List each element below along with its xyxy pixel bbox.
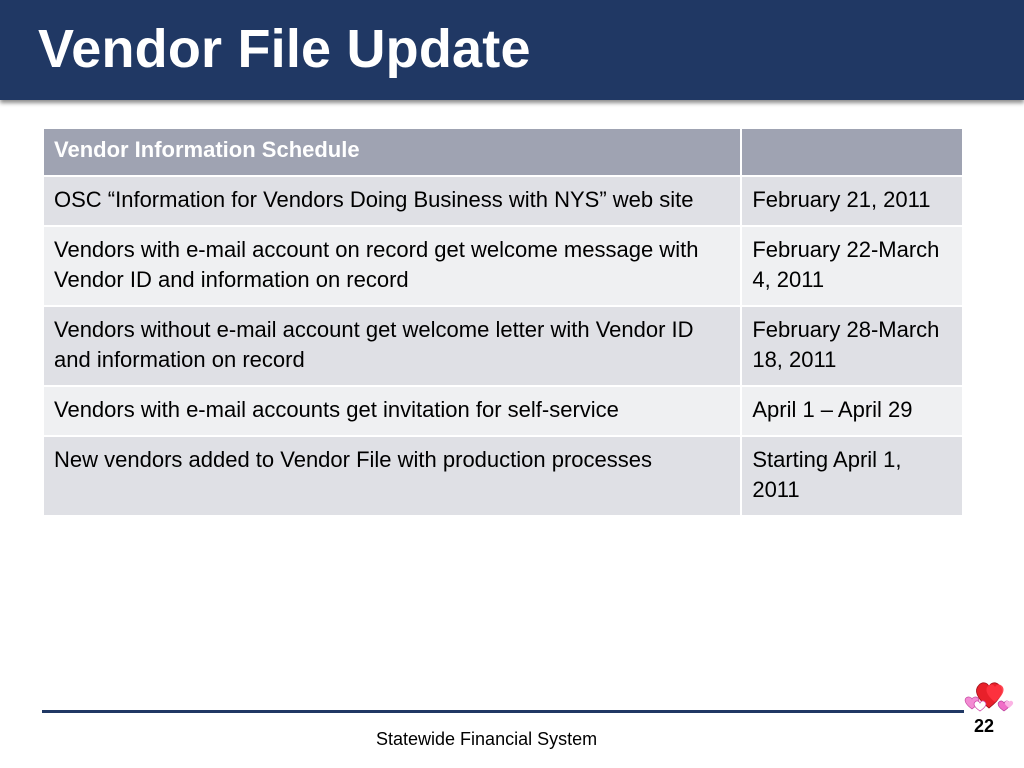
table-cell-description: Vendors with e-mail accounts get invitation for self-service [43,386,741,436]
table-row [43,436,963,516]
footer-text: Statewide Financial System [376,729,598,749]
slide-title: Vendor File Update [38,19,531,79]
table-row [43,226,963,306]
table-cell-description: Vendors without e-mail account get welcome letter with Vendor ID and information on record [43,306,741,386]
page-number: 22 [974,716,995,736]
table-cell-description: OSC “Information for Vendors Doing Business with NYS” web site [43,176,741,226]
table-cell-date: February 22-March 4, 2011 [741,226,963,306]
table-cell-date: February 21, 2011 [741,176,963,226]
footer-divider [42,710,964,713]
table-cell-date: Starting April 1, 2011 [741,436,963,516]
table-row [43,306,963,386]
table-cell-date: February 28-March 18, 2011 [741,306,963,386]
vendor-schedule-table [42,127,964,517]
title-bar [0,0,1024,100]
table-header-cell: Vendor Information Schedule [43,128,741,176]
table-header-row [43,128,963,176]
table-row [43,386,963,436]
table-header-cell [741,128,963,176]
table-cell-description: New vendors added to Vendor File with production processes [43,436,741,516]
table-cell-description: Vendors with e-mail account on record get welcome message with Vendor ID and information on record [43,226,741,306]
hearts-icon [962,676,1014,714]
table-cell-date: April 1 – April 29 [741,386,963,436]
table-row [43,176,963,226]
